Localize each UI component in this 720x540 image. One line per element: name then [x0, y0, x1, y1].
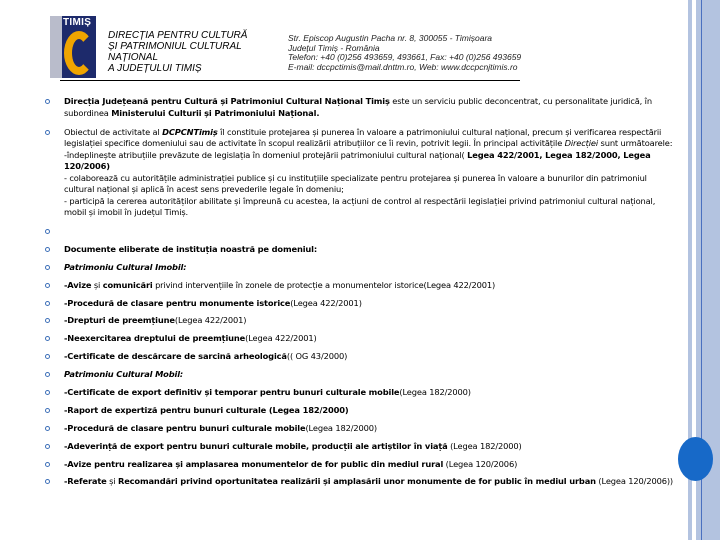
c-letter-graphic — [64, 31, 94, 75]
list-item-empty — [44, 226, 674, 238]
bullet-icon — [45, 390, 50, 395]
list-item: -Neexercitarea dreptului de preemțiune(Legea 422/2001) — [44, 333, 674, 345]
bullet-icon — [45, 444, 50, 449]
list-item: -Certificate de export definitiv și temporar pentru bunuri culturale mobile(Legea 182/2000) — [44, 387, 674, 399]
list-item: Documente eliberate de instituția noastră pe domeniul: — [44, 244, 674, 256]
list-item: -Drepturi de preemțiune(Legea 422/2001) — [44, 315, 674, 327]
bullet-icon — [45, 229, 50, 234]
bullet-icon — [45, 301, 50, 306]
organization-name: DIRECȚIA PENTRU CULTURĂ ȘI PATRIMONIUL CULTURAL NAȚIONAL A JUDEȚULUI TIMIȘ — [108, 30, 248, 74]
list-item: Direcția Județeană pentru Cultură și Patrimoniul Cultural Național Timiș este un serviciu public deconcentrat, cu personalitate juridică, în subordinea Ministerului Culturii și Patrimoniului Național. — [44, 96, 674, 119]
bullet-list — [44, 96, 674, 494]
bullet-icon — [45, 426, 50, 431]
bullet-icon — [45, 283, 50, 288]
letterhead — [50, 14, 610, 80]
header-divider — [60, 80, 520, 81]
bullet-icon — [45, 265, 50, 270]
bullet-icon — [45, 247, 50, 252]
bullet-icon — [45, 99, 50, 104]
timis-logo: TIMIȘ — [50, 16, 96, 78]
bullet-icon — [45, 372, 50, 377]
list-item: -Adeverință de export pentru bunuri culturale mobile, producții ale artiștilor în viață (Legea 182/2000) — [44, 441, 674, 453]
list-item: -Referate și Recomandări privind oportunitatea realizării și amplasării unor monumente de for public în mediul urban (Legea 120/2006)) — [44, 476, 674, 488]
list-item: -Raport de expertiză pentru bunuri culturale (Legea 182/2000) — [44, 405, 674, 417]
list-item: -Avize și comunicări privind intervențiile în zonele de protecție a monumentelor istorice(Legea 422/2001) — [44, 280, 674, 292]
list-item: -Procedură de clasare pentru monumente istorice(Legea 422/2001) — [44, 298, 674, 310]
list-item: Patrimoniu Cultural Mobil: — [44, 369, 674, 381]
bullet-icon — [45, 130, 50, 135]
list-item: -Certificate de descărcare de sarcină arheologică(( OG 43/2000) — [44, 351, 674, 363]
contact-address: Str. Episcop Augustin Pacha nr. 8, 300055 - Timișoara Județul Timiș - România Telefon: +40 (0)256 493659, 493661, Fax: +40 (0)256 493659 E-mail: dccpctimis@mail.dnttm.ro, Web: www.dccpcnjtimis.ro — [288, 33, 522, 72]
bullet-icon — [45, 336, 50, 341]
decorative-circle — [678, 437, 713, 481]
bullet-icon — [45, 462, 50, 467]
bullet-icon — [45, 318, 50, 323]
bullet-icon — [45, 354, 50, 359]
bullet-icon — [45, 408, 50, 413]
list-item: -Procedură de clasare pentru bunuri culturale mobile(Legea 182/2000) — [44, 423, 674, 435]
bullet-icon — [45, 479, 50, 484]
building-graphic — [50, 16, 62, 78]
list-item: Patrimoniu Cultural Imobil: — [44, 262, 674, 274]
list-item: -Avize pentru realizarea și amplasarea monumentelor de for public din mediul rural (Legea 120/2006) — [44, 459, 674, 471]
list-item: Obiectul de activitate al DCPCNTimiș îl constituie protejarea și punerea în valoare a patrimoniului cultural național, precum și verificarea respectării legislației specifice domeniului sau de activitate în scopul realizării atribuțiilor ce îi revin, potrivit legii. În principal activitățile Direcției sunt următoarele: -îndeplinește atribuțiile prevăzute de legislația în domeniul protejării patrimoniului cultural național( Legea 422/2001, Legea 182/2000, Legea 120/2006) - colaborează cu autoritățile administrației publice și cu instituțiile specializate pentru protejarea și punerea în valoare a bunurilor din patrimoniul cultural național și aplică în acest sens prevederile legale în domeniu; - participă la cererea autorităților abilitate și împreună cu acestea, la acțiuni de control al respectării legislației privind patrimoniul cultural național, mobil și imobil în județul Timiș. — [44, 127, 674, 219]
